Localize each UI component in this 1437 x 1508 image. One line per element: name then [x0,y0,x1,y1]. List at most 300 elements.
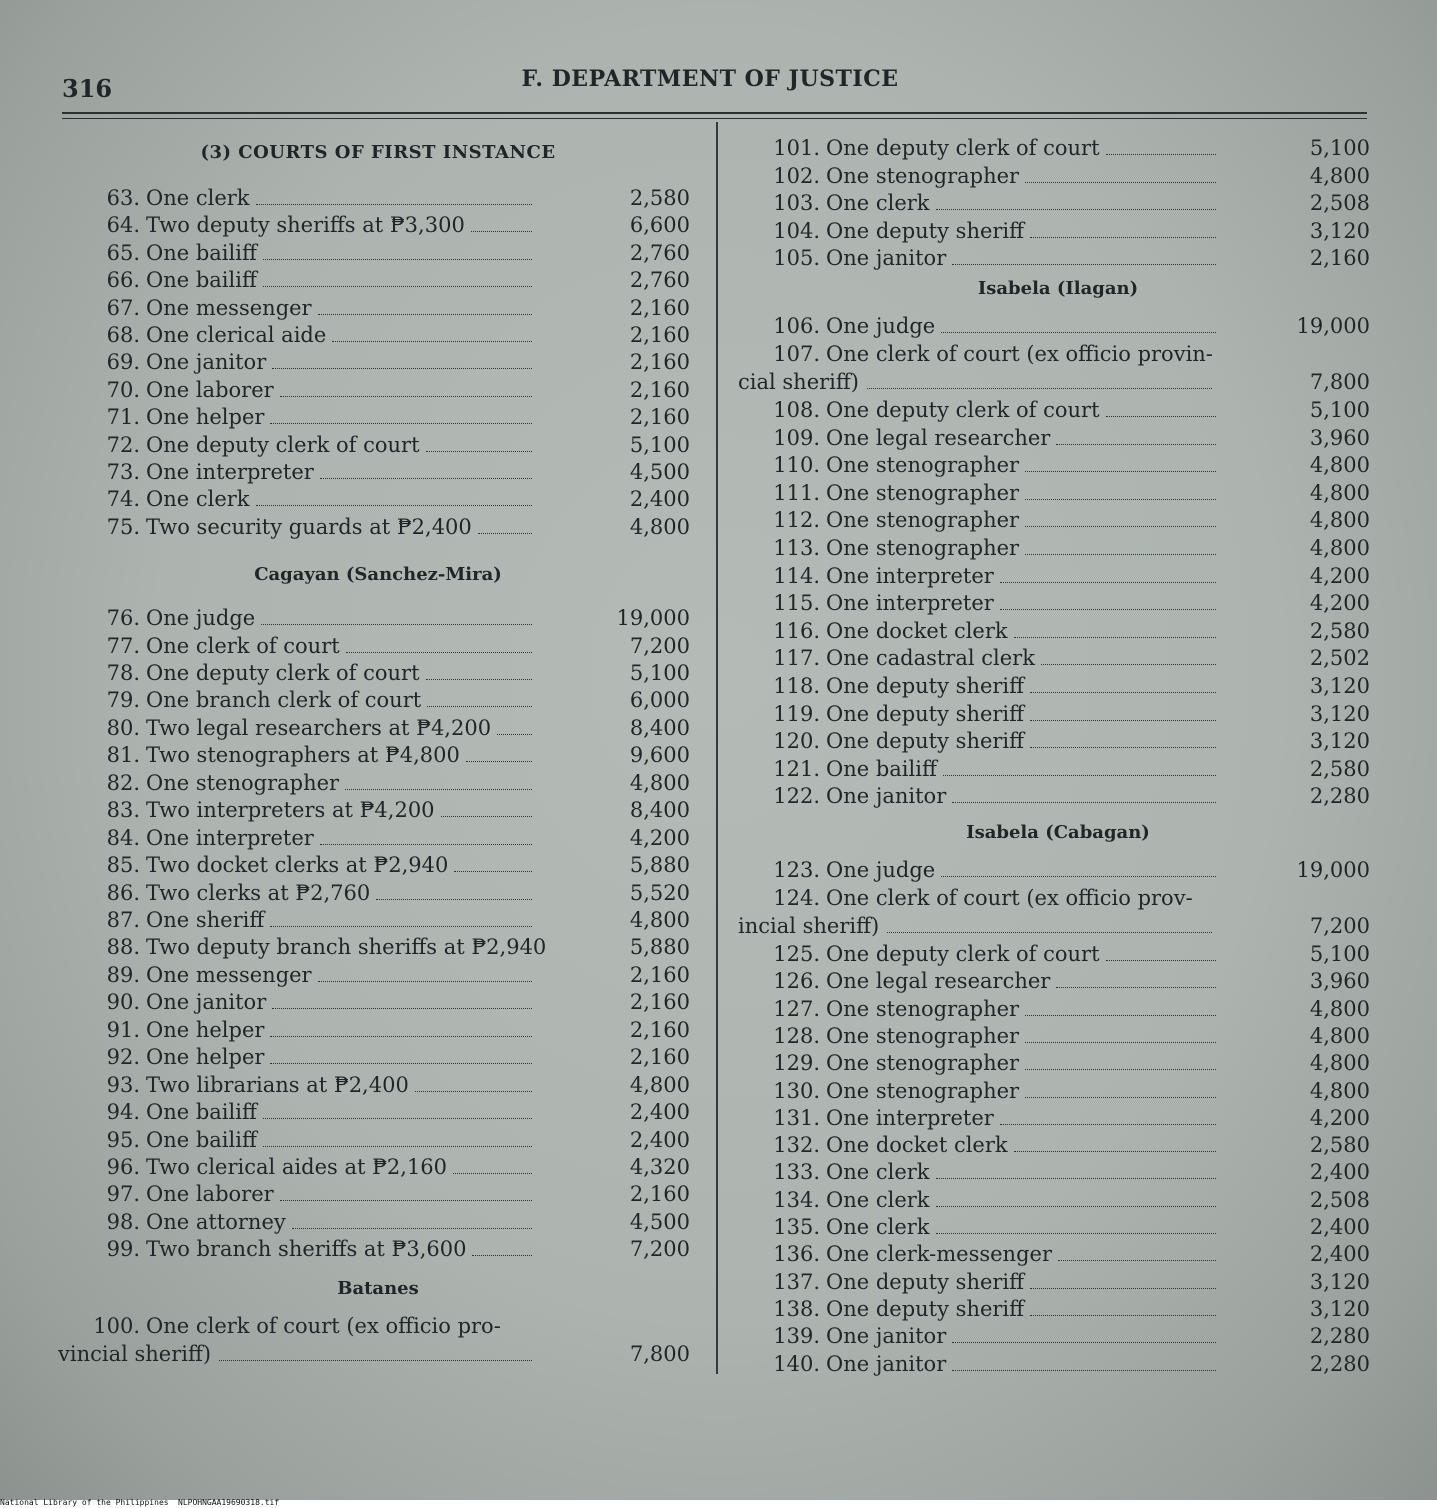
item-number: 113. [773,536,820,560]
list-item-continuation [738,368,1378,396]
item-description: One helper [146,405,265,430]
list-item [58,879,698,907]
item-description: One messenger [146,295,312,320]
item-number: 80. [106,715,140,740]
item-number: 87. [106,908,140,932]
item-description-row [820,189,1216,217]
item-description: Two clerks at ₱2,760 [146,880,371,905]
list-item [58,796,698,824]
item-description: One sheriff [146,908,265,932]
item-amount: 19,000 [1296,858,1370,882]
list-item [58,321,698,349]
leader-dots [472,1255,532,1256]
list-item [738,1295,1378,1323]
item-number: 70. [106,377,140,402]
leader-dots [1014,1151,1216,1152]
leader-dots [1025,499,1216,500]
leader-dots [952,1342,1216,1343]
leader-dots [256,505,532,506]
item-amount: 3,120 [1309,674,1370,698]
item-description-row [820,940,1216,968]
leader-dots [318,314,532,315]
item-number: 130. [773,1078,820,1103]
item-description: One laborer [146,377,274,402]
item-description-row [820,1322,1216,1350]
leader-dots [415,1091,532,1092]
item-description: One clerk of court (ex officio pro- [146,1314,501,1338]
leader-dots [941,876,1216,877]
item-description-row [140,1016,532,1044]
list-item [58,961,698,989]
item-number: 126. [773,969,820,994]
item-description: One interpreter [826,1105,994,1130]
item-description: One docket clerk [826,1133,1008,1158]
item-description-row [820,451,1216,479]
item-description-row [820,1240,1216,1268]
item-amount: 3,120 [1309,218,1370,243]
list-item [738,1213,1378,1241]
item-number: 99. [106,1237,140,1262]
item-description: Two deputy sheriffs at ₱3,300 [146,213,465,238]
item-description: One bailiff [146,268,257,293]
item-amount: 2,160 [629,405,690,430]
item-amount: 4,800 [629,1072,690,1097]
item-amount: 6,000 [629,688,690,713]
item-description: One branch clerk of court [146,688,422,713]
item-description-row [140,1126,532,1154]
list-item [738,856,1378,884]
leader-dots [270,926,532,927]
list-item [58,1312,698,1340]
item-description-row [140,741,532,769]
item-description-row [820,244,1216,272]
item-amount: 4,200 [1309,563,1370,588]
leader-dots [1030,720,1216,721]
leader-dots [1056,444,1216,445]
item-number: 78. [106,660,140,685]
item-description: One deputy clerk of court [826,942,1100,966]
list-item [58,266,698,294]
item-description: One deputy sheriff [826,701,1025,726]
leader-dots [261,624,532,625]
item-number: 139. [773,1324,820,1349]
item-number: 133. [773,1160,820,1185]
item-amount: 2,508 [1309,1187,1370,1212]
item-amount: 2,760 [629,268,690,293]
list-item [58,769,698,797]
item-amount: 4,800 [1309,1078,1370,1103]
item-number: 135. [773,1215,820,1239]
leader-dots [263,1118,532,1119]
header-rule [62,112,1367,114]
item-description: One clerk [826,191,930,216]
item-description: One legal researcher [826,969,1051,994]
item-amount: 4,800 [1309,1051,1370,1076]
item-description: One docket clerk [826,618,1008,643]
item-amount: 7,200 [629,1237,690,1262]
item-amount: 19,000 [1296,314,1370,338]
item-description-row [140,184,532,212]
column-divider [716,122,718,1374]
item-description: Two stenographers at ₱4,800 [146,743,460,768]
item-description: One messenger [146,962,312,987]
item-description: One interpreter [826,591,994,616]
list-item [738,617,1378,645]
item-description-row [820,424,1216,452]
item-amount: 19,000 [616,606,690,630]
item-description: One janitor [826,1324,947,1349]
item-description-row [140,1098,532,1126]
leader-dots [272,1008,532,1009]
item-number: 83. [106,798,140,823]
list-item [58,1016,698,1044]
item-amount: 2,580 [1309,1133,1370,1158]
list-item [738,1104,1378,1132]
item-number: 72. [106,432,140,457]
item-description-row [140,211,532,239]
list-item [58,933,698,961]
leader-dots [270,1063,532,1064]
item-amount: 2,400 [1309,1242,1370,1267]
item-number: 90. [106,990,140,1015]
item-number: 93. [106,1072,140,1097]
item-amount: 2,160 [629,1182,690,1207]
list-item [58,485,698,513]
item-description-row [140,376,532,404]
list-item [738,1158,1378,1186]
item-number: 109. [773,425,820,450]
item-description-row [140,961,532,989]
item-number: 129. [773,1051,820,1076]
list-item [58,632,698,660]
item-amount: 3,120 [1309,701,1370,726]
item-description: One cadastral clerk [826,646,1035,671]
item-number: 75. [106,514,140,539]
leader-dots [453,1173,532,1174]
item-amount: 2,280 [1309,1324,1370,1349]
list-item [738,644,1378,672]
item-description-row [820,1268,1216,1296]
item-description-row [140,906,532,934]
list-item [738,189,1378,217]
item-description-row [820,617,1216,645]
item-amount: 2,160 [629,1045,690,1070]
item-amount: 8,400 [629,715,690,740]
list-item-continuation [58,1340,698,1368]
item-description-row [140,239,532,267]
item-amount: 6,600 [629,213,690,238]
item-description-row [820,700,1216,728]
item-description: vincial sheriff) [58,1342,212,1366]
item-number: 117. [773,646,820,671]
item-number: 106. [773,314,820,338]
list-item [738,589,1378,617]
item-description-row [140,513,532,541]
item-number: 122. [773,784,820,809]
list-item [738,1350,1378,1378]
leader-dots [1025,1015,1216,1016]
item-description: One janitor [826,246,947,271]
item-amount: 2,160 [629,323,690,347]
item-description: One bailiff [826,756,937,781]
list-item [58,686,698,714]
item-description-row [820,1131,1216,1159]
item-number: 97. [106,1182,140,1207]
item-number: 81. [106,743,140,768]
list-item [58,376,698,404]
item-amount: 2,160 [629,990,690,1015]
item-number: 108. [773,398,820,422]
item-number: 68. [106,323,140,347]
item-description-row [140,1071,532,1099]
item-amount: 2,502 [1309,646,1370,671]
list-item [58,1043,698,1071]
item-description-row [140,1208,532,1236]
item-number: 104. [773,218,820,243]
leader-dots [1025,1069,1216,1070]
item-number: 63. [106,186,140,210]
item-description: One stenographer [826,508,1020,533]
item-number: 71. [106,405,140,430]
list-item [58,1235,698,1263]
item-amount: 5,100 [629,660,690,685]
item-description: One deputy sheriff [826,729,1025,754]
list-item [738,1131,1378,1159]
leader-dots [1025,554,1216,555]
leader-dots [332,341,532,342]
item-number: 120. [773,729,820,754]
item-amount: 2,580 [1309,756,1370,781]
item-number: 101. [773,136,820,160]
item-amount: 3,120 [1309,1296,1370,1321]
item-number: 69. [106,350,140,375]
item-number: 86. [106,880,140,905]
item-description-row [820,644,1216,672]
leader-dots [1014,637,1216,638]
item-amount: 2,400 [1309,1215,1370,1239]
item-description: One janitor [146,990,267,1015]
item-amount: 2,160 [629,962,690,987]
item-number: 118. [773,674,820,698]
item-amount: 4,800 [1309,1023,1370,1048]
item-description: One janitor [826,784,947,809]
item-description: One interpreter [826,563,994,588]
leader-dots [219,1360,532,1361]
leader-dots [1030,1315,1216,1316]
item-description: incial sheriff) [738,914,880,938]
item-amount: 4,500 [629,1209,690,1234]
leader-dots [1025,1042,1216,1043]
leader-dots [936,1233,1216,1234]
item-number: 95. [106,1127,140,1152]
leader-dots [263,259,532,260]
item-description: One janitor [146,350,267,375]
item-number: 138. [773,1296,820,1321]
list-item [738,672,1378,700]
item-amount: 4,200 [629,825,690,850]
leader-dots [292,1228,532,1229]
item-description-row [820,1213,1216,1241]
leader-dots [1000,1124,1216,1125]
item-description-row [820,1158,1216,1186]
list-item [58,403,698,431]
leader-dots [426,451,532,452]
leader-dots [466,761,532,762]
item-description: One deputy sheriff [826,218,1025,243]
item-description: One clerk [146,487,250,512]
item-number: 119. [773,701,820,726]
item-amount: 4,500 [629,460,690,484]
leader-dots [1025,526,1216,527]
leader-dots [272,368,532,369]
header-rule-thin [62,118,1367,119]
item-number: 132. [773,1133,820,1158]
list-item [58,906,698,934]
list-item [58,348,698,376]
item-description-row [140,431,532,459]
item-amount: 4,800 [1309,453,1370,478]
item-description: One interpreter [146,460,314,484]
list-item [58,513,698,541]
item-description-row [820,1350,1216,1378]
list-item [738,995,1378,1023]
leader-dots [270,423,532,424]
item-description-row [820,967,1216,995]
item-number: 76. [106,606,140,630]
item-description: One deputy sheriff [826,1269,1025,1294]
item-number: 115. [773,591,820,616]
item-amount: 4,800 [1309,536,1370,560]
item-amount: 4,200 [1309,1105,1370,1130]
item-number: 111. [773,480,820,505]
leader-dots [497,734,532,735]
item-description: One clerk [146,186,250,210]
list-item [738,451,1378,479]
item-description: One janitor [826,1351,947,1376]
item-number: 100. [93,1314,140,1338]
section-ilagan: Isabela (Ilagan) [977,278,1139,299]
item-description-row [140,1180,532,1208]
leader-dots [1025,182,1216,183]
item-description-row [820,479,1216,507]
running-head: F. DEPARTMENT OF JUSTICE [521,66,899,92]
item-description-row [820,134,1216,162]
item-number: 98. [106,1209,140,1234]
item-description: Two librarians at ₱2,400 [146,1072,409,1097]
item-description-row [820,396,1216,424]
item-description-row [140,632,532,660]
leader-dots [936,1206,1216,1207]
item-description-row [820,755,1216,783]
leader-dots [1041,664,1216,665]
leader-dots [936,209,1216,210]
item-description: One stenographer [146,770,340,795]
list-item [738,1186,1378,1214]
list-item [58,458,698,486]
item-description: One bailiff [146,1100,257,1125]
leader-dots [263,1146,532,1147]
item-amount: 5,100 [1309,942,1370,966]
item-description: One deputy sheriff [826,674,1025,698]
item-description: One clerk of court (ex officio prov- [826,886,1193,910]
list-item [738,755,1378,783]
item-amount: 5,880 [629,853,690,877]
item-number: 137. [773,1269,820,1294]
item-description-row [140,659,532,687]
list-item [738,244,1378,272]
item-amount: 2,160 [629,295,690,320]
leader-dots [280,1200,532,1201]
item-number: 116. [773,618,820,643]
section-batanes: Batanes [337,1278,419,1299]
list-item [58,294,698,322]
list-item [738,134,1378,162]
item-description: One stenographer [826,1078,1020,1103]
item-amount: 4,800 [629,514,690,539]
leader-dots [887,932,1212,933]
leader-dots [478,533,532,534]
list-item [738,1240,1378,1268]
item-number: 105. [773,246,820,271]
leader-dots [270,1036,532,1037]
item-amount: 4,800 [629,908,690,932]
item-description-row [820,162,1216,190]
item-description: One stenographer [826,163,1020,188]
list-item [738,782,1378,810]
item-description: cial sheriff) [738,370,859,394]
item-description: One deputy sheriff [826,1296,1025,1321]
item-description-row [140,851,532,879]
leader-dots [376,899,532,900]
list-item [58,1126,698,1154]
item-amount: 3,120 [1309,1269,1370,1294]
item-description-row [820,995,1216,1023]
item-amount: 7,200 [629,633,690,658]
item-number: 110. [773,453,820,478]
item-number: 136. [773,1242,820,1267]
leader-dots [263,286,532,287]
item-description: One judge [826,314,936,338]
item-amount: 2,280 [1309,1351,1370,1376]
item-number: 79. [106,688,140,713]
footer-filename: NLPOHNGAA19690318.tif [178,1498,280,1507]
list-item [738,1322,1378,1350]
leader-dots [952,802,1216,803]
leader-dots [1058,1260,1216,1261]
item-description: Two docket clerks at ₱2,940 [146,853,449,877]
leader-dots [256,204,532,205]
leader-dots [1106,416,1216,417]
item-number: 92. [106,1045,140,1070]
item-description: One judge [146,606,256,630]
item-description-row [140,714,532,742]
item-description: One judge [826,858,936,882]
item-amount: 2,400 [1309,1160,1370,1185]
item-amount: 7,200 [1309,914,1370,938]
item-description-row [140,988,532,1016]
item-number: 121. [773,756,820,781]
item-number: 88. [106,935,140,960]
item-amount: 2,160 [629,350,690,375]
list-item [58,431,698,459]
leader-dots [426,679,532,680]
item-amount: 2,400 [629,1127,690,1152]
item-amount: 5,100 [1309,398,1370,422]
leader-dots [952,264,1216,265]
item-description: One stenographer [826,480,1020,505]
item-description: Two interpreters at ₱4,200 [146,798,435,823]
item-description-row [140,403,532,431]
